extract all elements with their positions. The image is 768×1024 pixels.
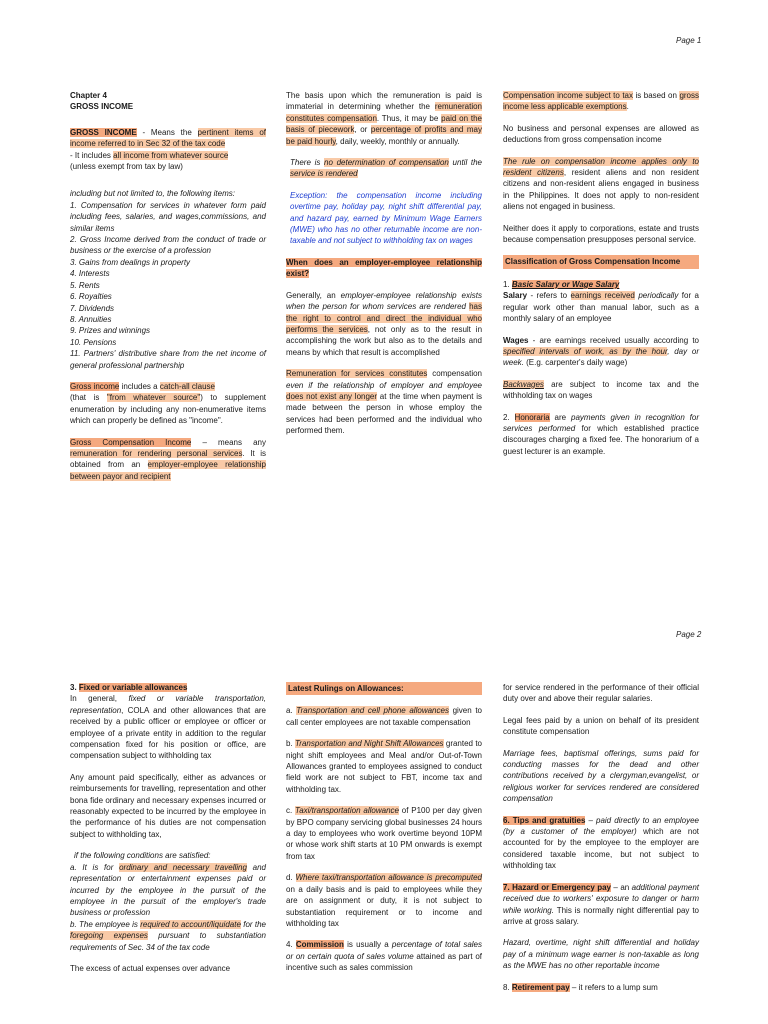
catch-all-paragraph: Gross income includes a catch-all clause (that is "from whatever source") to supplement enumeration by including any non-enumerative items which can properly be defined as "income". (70, 381, 266, 426)
compensation-subject-paragraph: Compensation income subject to tax is based on gross income less applicable exemptions. (503, 91, 699, 112)
page-number-1: Page 1 (676, 36, 702, 45)
salary-definition: Salary - refers to earnings received periodically for a regular work other than manual labor, such as a monthly salary of an employee (503, 291, 699, 324)
ruling-d: d. Where taxi/transportation allowance is precomputed on a daily basis and is paid to employees while they are on assignment or duty, it is not subject to substantiation requirement or to income and withholding tax (286, 873, 482, 928)
ruling-c: c. Taxi/transportation allowance of P100 per day given by BPO company servicing global businesses 24 hours a day to employees who work overtime beyond 10PM or whose work shift starts at 10 PM onwards is exempt from tax (286, 806, 482, 861)
chapter-title: GROSS INCOME (70, 102, 134, 112)
mwe-paragraph: Hazard, overtime, night shift differential and holiday pay of a minimum wage earner is non-taxable as long as the MWE has no other reportable income (503, 938, 699, 971)
exception-paragraph: Exception: the compensation income including overtime pay, holiday pay, night shift differential pay, and hazard pay, earned by Minimum Wage Earners (MWE) who has no other returnable income are non-taxable and not subject to withholding tax on wages (290, 190, 482, 246)
list-item: 1. Compensation for services in whatever form paid including fees, salaries, and wages,commissions, and similar items (70, 200, 266, 233)
advances-paragraph: Any amount paid specifically, either as advances or reimbursements for travelling, representation and other bona fide ordinary and necessary expenses incurred or reasonably expected to be incurred by the employee in the performance of his duties are not compensation subject to withholding tax, (70, 772, 266, 839)
no-determination-paragraph: There is no determination of compensation until the service is rendered (290, 158, 483, 179)
basic-salary-item: 1. Basic Salary or Wage Salary (503, 279, 620, 289)
page1-column-2 (286, 90, 482, 447)
honoraria-paragraph: 2. Honoraria are payments given in recognition for services performed for which established practice discourages charging a fixed fee. The honorarium of a guest lecturer is an example. (503, 412, 699, 456)
page2-column-2 (286, 682, 482, 984)
legal-fees-paragraph: Legal fees paid by a union on behalf of its president constitute compensation (503, 715, 699, 737)
gross-income-definition: GROSS INCOME - Means the pertinent items of income referred to in Sec 32 of the tax code (70, 127, 266, 149)
list-item: 9. Prizes and winnings (70, 326, 151, 336)
allowances-heading: 3. Fixed or variable allowances (70, 683, 188, 692)
gross-income-includes: - It includes all income from whatever source (70, 150, 229, 160)
page-number-2: Page 2 (676, 630, 702, 639)
ruling-b: b. Transportation and Night Shift Allowances granted to night shift employees and Meal and/or Out-of-Town Allowances granted to employees assigned to conduct field work are not subject to FBT, income tax and withholding tax. (286, 739, 482, 794)
gross-income-unless: (unless exempt from tax by law) (70, 162, 183, 172)
condition-b: b. The employee is required to account/liquidate for the foregoing expenses pursuant to substantiation requirements of Sec. 34 of the tax code (70, 919, 267, 952)
commission-paragraph: 4. Commission is usually a percentage of total sales or on certain quota of sales volume attained as part of incentive such as sales commission (286, 940, 483, 973)
retirement-pay-paragraph: 8. Retirement pay – it refers to a lump sum (503, 982, 658, 992)
chapter-label: Chapter 4 (70, 91, 107, 100)
basis-paragraph: The basis upon which the remuneration is paid is immaterial in determining whether the remuneration constitutes compensation. Thus, it may be paid on the basis of piecework, or percentage of profits and may be paid hourly, daily, weekly, monthly or annually. (286, 91, 482, 146)
condition-a: a. It is for ordinary and necessary travelling and representation or entertainment expenses paid or incurred by the employee in the pursuit of the employee in the pursuit of the employer's trade business or profession (70, 862, 266, 918)
rule-paragraph: The rule on compensation income applies only to resident citizens, resident aliens and non resident citizens and non-resident aliens engaged in business in the Philippines. It does not apply to non-resident aliens not engaged in business. (503, 156, 700, 212)
generally-paragraph: Generally, an employer-employee relationship exists when the person for whom services are rendered has the right to control and direct the individual who performs the services, not only as to the result in accomplishing the work but also as to the details and means by which that result is accomplished (286, 290, 483, 357)
remuneration-paragraph: Remuneration for services constitutes compensation even if the relationship of employer and employee does not exist any longer at the time when payment is made between the person in whose employ the services had been performed and the individual who performed them. (286, 369, 483, 436)
marriage-fees-paragraph: Marriage fees, baptismal offerings, sums paid for conducting masses for the dead and other contributions received by a clergyman,evangelist, or religious worker for services rendered are considered compensation (503, 748, 699, 804)
relationship-heading: When does an employer-employee relationship exist? (286, 257, 482, 279)
list-item: 10. Pensions (70, 337, 117, 347)
list-item: 11. Partners' distributive share from the net income of general professional partnership (70, 349, 266, 370)
gross-compensation-income-paragraph: Gross Compensation Income – means any remuneration for rendering personal services. It is obtained from an employer-employee relationship between payor and recipient (70, 437, 267, 481)
list-item: 6. Royalties (70, 292, 112, 302)
list-item: 4. Interests (70, 269, 110, 279)
including-intro: including but not limited to, the following items: (70, 189, 235, 199)
list-item: 7. Dividends (70, 303, 115, 313)
page1-column-3 (503, 90, 699, 467)
backwages-paragraph: Backwages are subject to income tax and the withholding tax on wages (503, 379, 699, 401)
page2-column-1 (70, 682, 266, 984)
ruling-a: a. Transportation and cell phone allowances given to call center employees are not taxable compensation (286, 706, 482, 727)
hazard-pay-paragraph: 7. Hazard or Emergency pay – an additional payment received due to workers' exposure to danger or harm while working. This is normally night differential pay to arrive at gross salary. (503, 882, 700, 926)
classification-heading: Classification of Gross Compensation Income (503, 255, 699, 268)
neither-paragraph: Neither does it apply to corporations, estate and trusts because compensation presupposes personal service. (503, 223, 699, 245)
excess-paragraph: The excess of actual expenses over advance (70, 963, 231, 973)
service-rendered-paragraph: for service rendered in the performance of their official duty over and above their regular salaries. (503, 683, 699, 704)
list-item: 3. Gains from dealings in property (70, 257, 191, 267)
no-business-paragraph: No business and personal expenses are allowed as deductions from gross compensation income (503, 123, 699, 145)
list-item: 8. Annuities (70, 314, 112, 324)
wages-definition: Wages - are earnings received usually according to specified intervals of work, as by the hour, day or week. (E.g. carpenter's daily wage) (503, 335, 699, 368)
conditions-intro: if the following conditions are satisfied: (74, 851, 211, 861)
page2-column-3 (503, 682, 699, 1003)
latest-rulings-heading: Latest Rulings on Allowances: (286, 682, 482, 695)
tips-paragraph: 6. Tips and gratuities – paid directly to an employee (by a customer of the employer) which are not accounted for by the employee to the employer are considered taxable income, but not subject to withholding tax (503, 815, 699, 871)
list-item: 2. Gross Income derived from the conduct of trade or business or the exercise of a profession (70, 235, 266, 256)
page1-column-1 (70, 90, 266, 492)
allowances-paragraph: In general, fixed or variable transportation, representation, COLA and other allowances that are received by a public officer or employee or officer or employee of a private entity in addition to the regular compensation fixed for his position or office, are compensation subject to withholding tax (70, 694, 266, 761)
income-items-list (70, 200, 266, 371)
list-item: 5. Rents (70, 280, 100, 290)
